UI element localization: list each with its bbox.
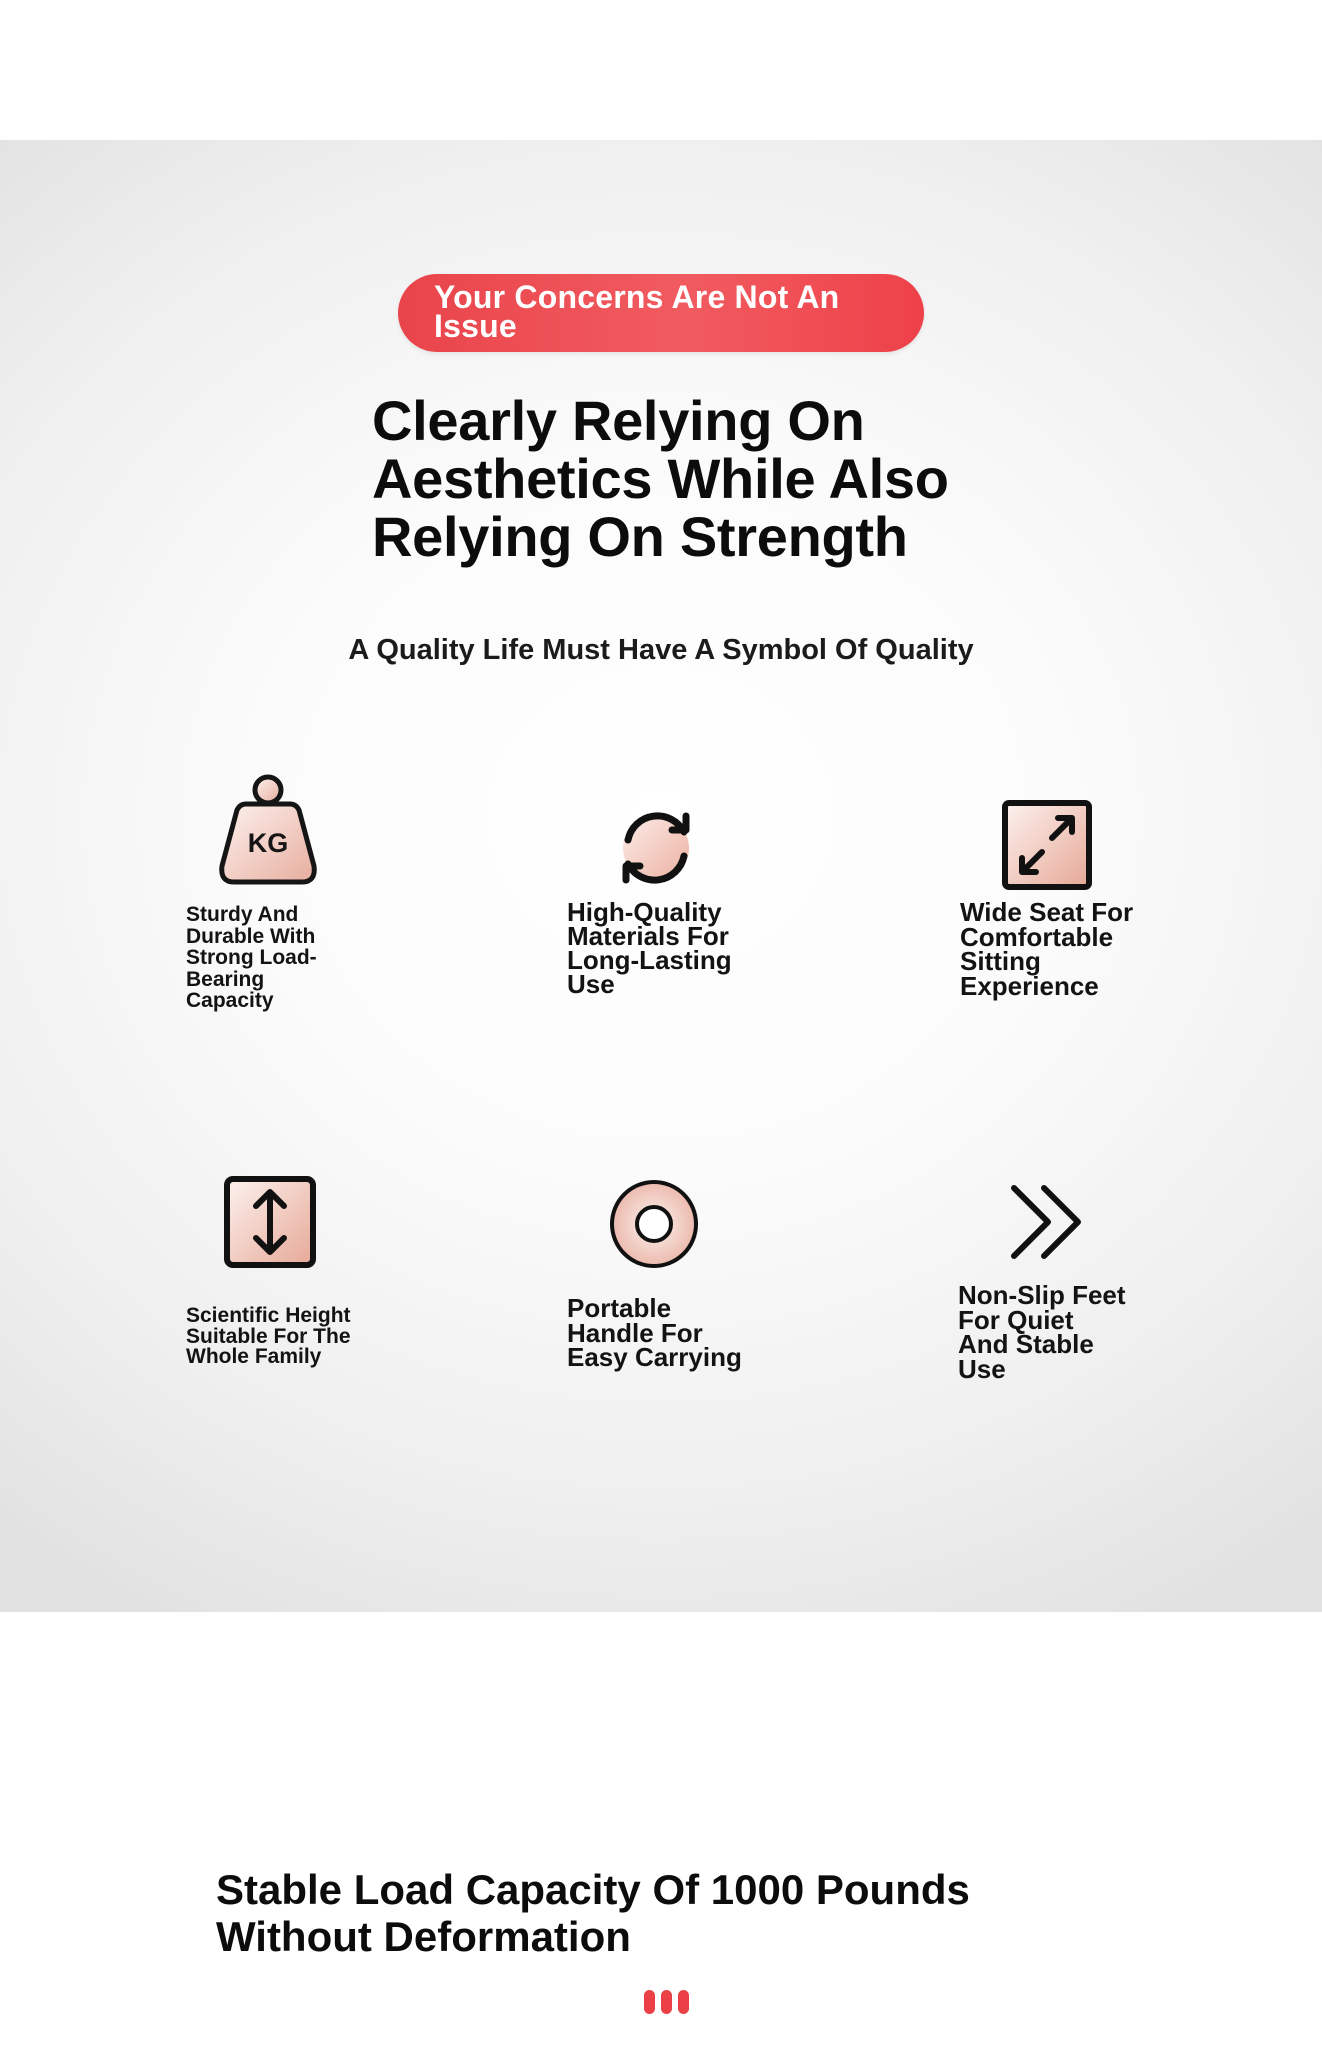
double-chevron-icon <box>1006 1180 1092 1266</box>
rotate-arrows-icon <box>608 800 704 896</box>
feature-label-load-bearing: Sturdy And Durable With Strong Load-Bearing Capacity <box>186 903 317 1012</box>
top-spacer <box>0 0 1322 140</box>
divider-dot <box>678 1990 689 2014</box>
section-divider-dots <box>644 1990 689 2014</box>
load-capacity-title: Stable Load Capacity Of 1000 Pounds Without Deformation <box>216 1866 970 1960</box>
feature-load-bearing <box>216 770 320 890</box>
ring-icon <box>606 1176 702 1272</box>
vertical-arrows-icon <box>222 1174 318 1270</box>
subheadline: A Quality Life Must Have A Symbol Of Quality <box>348 634 974 666</box>
concerns-pill-banner <box>398 274 924 352</box>
feature-label-wide-seat: Wide Seat For Comfortable Sitting Experience <box>960 897 1134 1001</box>
pill-label: Your Concerns Are Not An Issue <box>434 279 840 344</box>
divider-dot <box>644 1990 655 2014</box>
feature-non-slip <box>1006 1180 1092 1266</box>
feature-wide-seat <box>1000 798 1096 894</box>
feature-height <box>222 1174 318 1270</box>
load-capacity-section <box>0 1612 1322 2048</box>
feature-label-non-slip: Non-Slip Feet For Quiet And Stable Use <box>958 1280 1126 1384</box>
headline: Clearly Relying On Aesthetics While Also Relying On Strength <box>372 389 949 568</box>
feature-label-handle: Portable Handle For Easy Carrying <box>567 1293 742 1372</box>
feature-handle <box>606 1176 702 1272</box>
feature-materials <box>608 800 704 896</box>
feature-label-height: Scientific Height Suitable For The Whole Family <box>186 1304 351 1368</box>
feature-label-materials: High-Quality Materials For Long-Lasting Use <box>567 897 732 999</box>
kg-badge-text: KG <box>247 828 289 858</box>
divider-dot <box>661 1990 672 2014</box>
expand-arrows-icon <box>1000 798 1096 894</box>
